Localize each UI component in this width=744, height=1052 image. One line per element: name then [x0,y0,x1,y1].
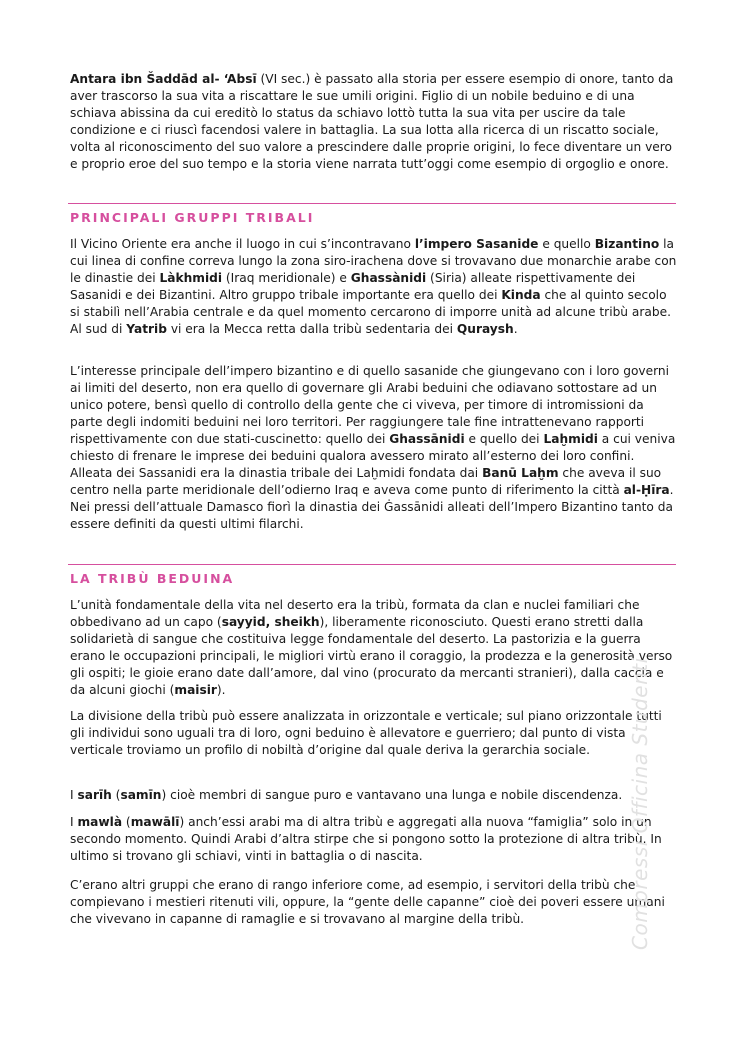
section1-paragraph-1 [70,236,678,338]
section-rule-1 [68,203,676,204]
text-run: la cui linea di confine correva lungo la zona siro-irachena dove si trovavano due monarchie arabe con le dinastie dei [70,237,677,285]
text-run: e quello dei [464,432,544,446]
bold-term: Ghassānidi [389,432,465,446]
text-run: ). [216,683,226,697]
section2-paragraph-1 [70,597,678,699]
text-run: Il Vicino Oriente era anche il luogo in cui s’incontravano [70,237,415,251]
section-rule-2 [68,564,676,565]
bold-term: Kinda [501,288,541,302]
bold-term: mawālī [130,815,180,829]
section2-paragraph-3 [70,787,678,804]
text-run: (Siria) alleate rispettivamente dei Sasanidi e dei Bizantini. Altro gruppo tribale importante era quello dei [70,271,636,302]
intro-name: Antara ibn Šaddād al- ‘Absī [70,72,257,86]
bold-term: Banū Laḫm [482,466,559,480]
text-run: che al quinto secolo si stabilì nell’Arabia centrale e da quel momento cercarono di imporre unità ad alcune tribù arabe. Al sud di [70,288,671,336]
bold-term: al-Ḥīra [623,483,670,497]
text-run: I [70,788,78,802]
bold-term: mawlà [77,815,123,829]
section2-paragraph-5: C’erano altri gruppi che erano di rango inferiore come, ad esempio, i servitori della tribù che compievano i mestieri ritenuti vili, oppure, la “gente delle capanne” cioè dei poveri essere umani che vivevano in capanne di ramaglie e si trovavano al margine della tribù. [70,878,665,926]
section2-paragraph-4 [70,814,678,865]
text-run: ) cioè membri di sangue puro e vantavano una lunga e nobile discendenza. [161,788,623,802]
text-run: (Iraq meridionale) e [222,271,351,285]
bold-term: l’impero Sasanide [414,237,539,251]
text-run: vi era la Mecca retta dalla tribù sedentaria dei [166,322,457,336]
bold-term: sarīh [77,788,112,802]
intro-paragraph [70,71,678,173]
section-title-gruppi-tribali: PRINCIPALI GRUPPI TRIBALI [70,210,315,225]
text-run: che aveva il suo centro nella parte meridionale dell’odierno Iraq e aveva come punto di riferimento la città [70,466,662,497]
text-run: L’interesse principale dell’impero bizantino e di quello sasanide che giungevano con i loro governi ai limiti del deserto, non era quello di governare gli Arabi beduini che odiavano sottostare ad un unico potere, bensì quello di controllo della gente che ci viveva, per timore di intromissioni da parte degli indomiti beduini nei loro territori. Per raggiungere tale fine intrattenevano rapporti rispettivamente con due stati-cuscinetto: quello dei [70,364,670,446]
bold-term: Ghassànidi [350,271,427,285]
bold-term: Laḫmidi [543,432,598,446]
text-run: . [513,322,518,336]
section-title-tribu-beduina: LA TRIBÙ BEDUINA [70,571,235,586]
text-run: e quello [538,237,595,251]
text-run: ) anch’essi arabi ma di altra tribù e aggregati alla nuova “famiglia” solo in un secondo momento. Quindi Arabi d’altra stirpe che si pongono sotto la protezione di altra tribù. In ultimo si trovano gli schiavi, vinti in battaglia o di nascita. [70,815,662,863]
bold-term: samīn [120,788,162,802]
text-run: . Nei pressi dell’attuale Damasco fiorì la dinastia dei Ġassānidi alleati dell’Impero Bizantino tanto da essere definiti da questi ultimi filarchi. [70,483,674,531]
bold-term: maisir [174,683,217,697]
text-run: a cui veniva chiesto di frenare le imprese dei beduini qualora avessero mirato all’esterno dei loro confini. Alleata dei Sassanidi era la dinastia tribale dei Laḫmidi fondata dai [70,432,676,480]
watermark-text: Compressi Officina Studenti [628,657,652,950]
bold-term: Bizantino [594,237,660,251]
bold-term: Quraysh [456,322,514,336]
bold-term: Làkhmidi [159,271,223,285]
intro-text: (VI sec.) è passato alla storia per essere esempio di onore, tanto da aver trascorso la sua vita a riscattare le sue umili origini. Figlio di un nobile beduino e di una schiava abissina da cui ereditò lo status da schiavo lottò tutta la sua vita per uscire da tale condizione e ci riuscì facendosi valere in battaglia. La sua lotta alla ricerca di un riscatto sociale, volta al riconoscimento del suo valore a prescindere dalle proprie origini, lo fece diventare un vero e proprio eroe del suo tempo e la storia viene narrata tutt’oggi come esempio di orgoglio e onore. [70,72,674,171]
bold-term: sayyid, sheikh [221,615,320,629]
section1-paragraph-2 [70,363,678,533]
section2-paragraph-2: La divisione della tribù può essere analizzata in orizzontale e verticale; sul piano orizzontale tutti gli individui sono uguali tra di loro, ogni beduino è allevatore e guerriero; dal punto di vista verticale troviamo un profilo di nobiltà d’origine dal quale deriva la gerarchia sociale. [70,709,662,757]
text-run: ( [111,788,121,802]
text-run: ( [122,815,131,829]
text-run: I [70,815,78,829]
bold-term: Yatrib [126,322,167,336]
text-run: ), liberamente riconosciuto. Questi erano stretti dalla solidarietà di sangue che costituiva legge fondamentale del deserto. La pastorizia e la guerra erano le occupazioni principali, le migliori virtù erano il coraggio, la prodezza e la generosità verso gli ospiti; le gioie erano date dall’amore, dal vino (procurato da mercanti stranieri), dalla caccia e da alcuni giochi ( [70,615,673,697]
text-run: L’unità fondamentale della vita nel deserto era la tribù, formata da clan e nuclei familiari che obbedivano ad un capo ( [70,598,640,629]
